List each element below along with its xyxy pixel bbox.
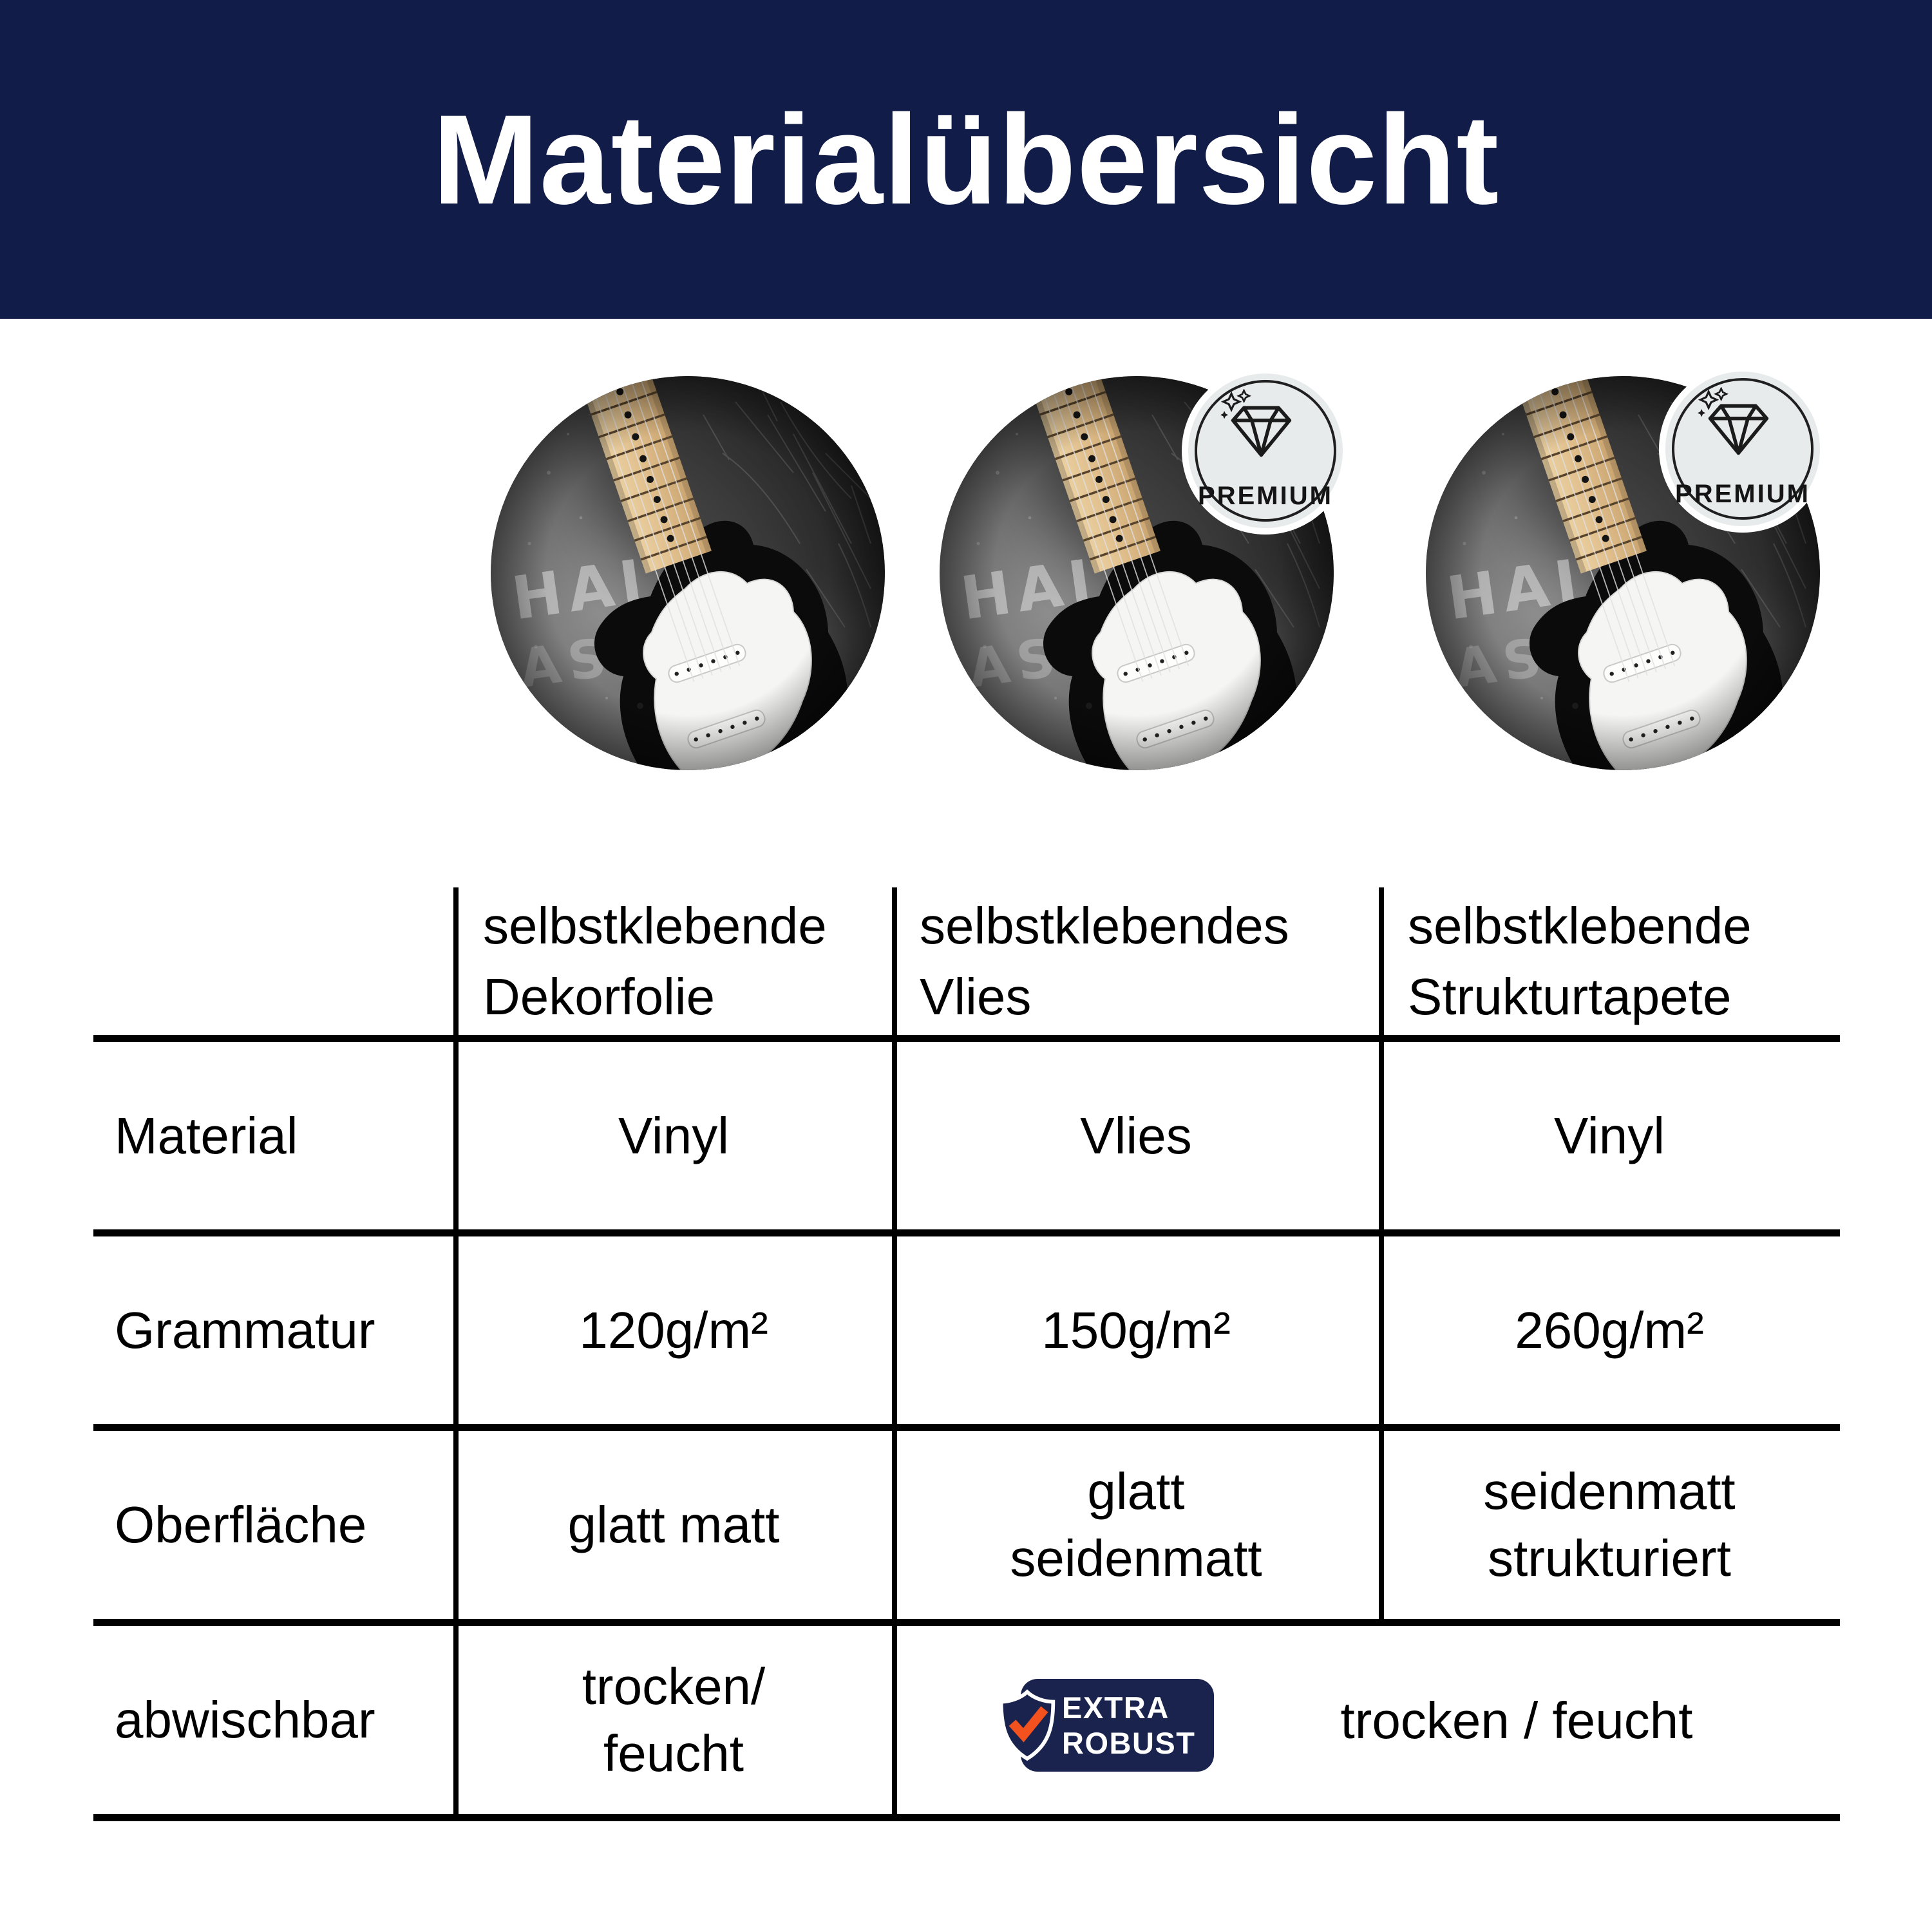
column-header-dekorfolie	[483, 889, 882, 1034]
header-banner	[0, 0, 1932, 319]
cell-abwischbar-merged: trocken / feucht	[1340, 1691, 1693, 1749]
cell-oberflaeche-dekorfolie: glatt matt	[567, 1495, 780, 1553]
shield-check-icon	[996, 1687, 1058, 1763]
cell-material-dekorfolie: Vinyl	[618, 1106, 729, 1164]
table-rule	[93, 1619, 1840, 1626]
table-rule	[93, 1229, 1840, 1236]
cell-abwischbar-dekorfolie	[480, 1626, 867, 1814]
table-divider	[892, 887, 897, 1821]
diamond-icon	[1211, 389, 1308, 468]
premium-badge-label: PREMIUM	[1675, 480, 1810, 508]
diamond-icon	[1689, 387, 1785, 466]
premium-badge	[1665, 372, 1820, 526]
cell-line: feucht	[603, 1724, 744, 1782]
premium-badge	[1188, 374, 1343, 528]
extra-robust-line: ROBUST	[1062, 1726, 1196, 1760]
cell-grammatur-dekorfolie: 120g/m²	[579, 1301, 768, 1359]
column-header-line: selbstklebende	[1408, 896, 1752, 954]
cell-oberflaeche-vlies	[943, 1431, 1329, 1618]
row-label-abwischbar: abwischbar	[115, 1690, 375, 1748]
extra-robust-badge	[1021, 1679, 1214, 1772]
column-header-line: selbstklebendes	[920, 896, 1289, 954]
table-divider	[1379, 887, 1384, 1626]
extra-robust-line: EXTRA	[1062, 1690, 1170, 1725]
column-header-line: Vlies	[920, 967, 1032, 1025]
cell-line: trocken/	[582, 1657, 766, 1715]
table-rule	[93, 1035, 1840, 1042]
cell-grammatur-vlies: 150g/m²	[1041, 1301, 1231, 1359]
column-header-line: selbstklebende	[483, 896, 827, 954]
product-photo-dekorfolie	[491, 376, 885, 770]
column-header-strukturtapete	[1408, 889, 1839, 1034]
cell-line: seidenmatt	[1483, 1462, 1736, 1520]
page-title: Materialübersicht	[432, 88, 1500, 231]
cell-line: strukturiert	[1488, 1529, 1731, 1587]
row-label-oberflaeche: Oberfläche	[115, 1495, 367, 1553]
guitar-image	[491, 376, 885, 770]
cell-oberflaeche-strukturtapete	[1416, 1431, 1803, 1618]
row-label-material: Material	[115, 1106, 298, 1164]
cell-line: seidenmatt	[1010, 1529, 1262, 1587]
premium-badge-label: PREMIUM	[1198, 482, 1333, 510]
column-header-vlies	[920, 889, 1370, 1034]
extra-robust-label	[1062, 1690, 1195, 1761]
table-rule	[93, 1814, 1840, 1821]
column-header-line: Strukturtapete	[1408, 967, 1732, 1025]
cell-grammatur-strukturtapete: 260g/m²	[1515, 1301, 1704, 1359]
table-divider	[453, 887, 459, 1821]
table-rule	[93, 1424, 1840, 1431]
column-header-line: Dekorfolie	[483, 967, 715, 1025]
cell-line: glatt	[1087, 1462, 1185, 1520]
cell-material-strukturtapete: Vinyl	[1554, 1106, 1665, 1164]
cell-material-vlies: Vlies	[1080, 1106, 1192, 1164]
row-label-grammatur: Grammatur	[115, 1301, 375, 1359]
